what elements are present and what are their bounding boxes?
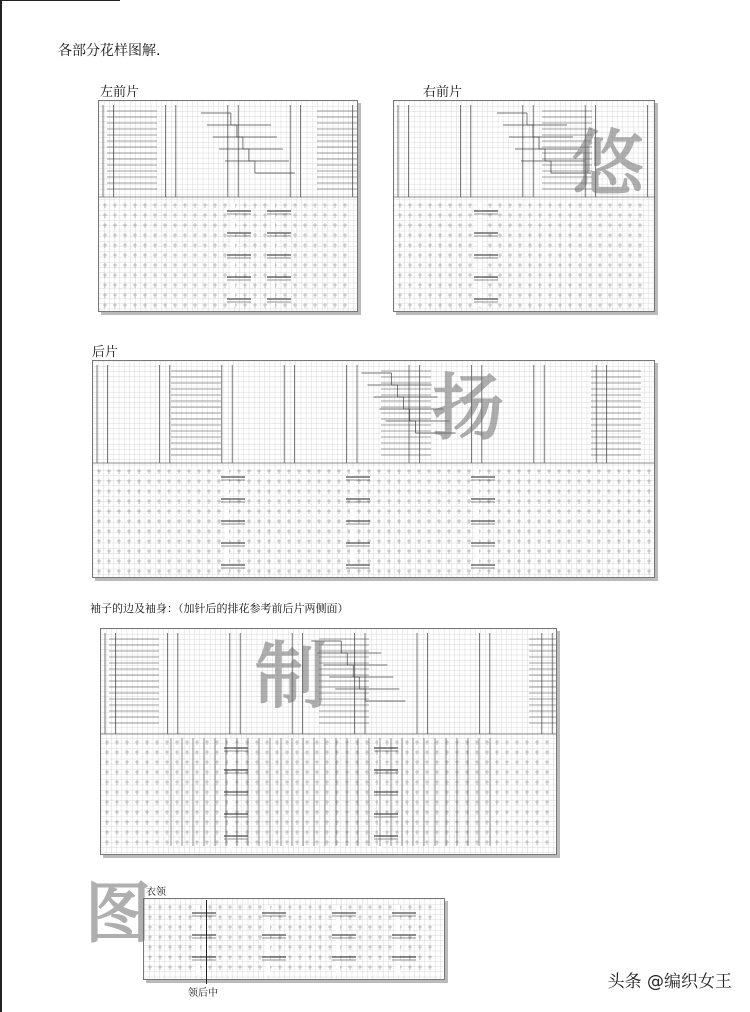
watermark-char-2: 扬 <box>432 365 505 450</box>
left-border <box>0 0 2 1012</box>
attribution-text: 头条 @编织女王 <box>607 972 732 992</box>
left-front-chart <box>98 100 358 312</box>
left-front-label: 左前片 <box>100 85 140 100</box>
sleeve-chart <box>100 628 557 855</box>
collar-grid <box>144 899 444 979</box>
left-front-grid <box>99 101 357 311</box>
watermark-char-1: 悠 <box>572 121 645 206</box>
collar-marker-line <box>206 900 207 984</box>
sleeve-grid <box>101 629 556 854</box>
back-chart <box>92 360 655 578</box>
top-border <box>0 0 120 1</box>
sleeve-label: 袖子的边及袖身：（加针后的排花参考前后片两侧面） <box>90 602 349 615</box>
page-title: 各部分花样图解. <box>58 43 161 59</box>
back-label: 后片 <box>92 345 119 360</box>
right-front-grid <box>394 101 654 311</box>
collar-chart <box>143 898 445 980</box>
watermark-char-3: 制 <box>255 633 328 718</box>
collar-center-marker: 领后中 <box>188 988 218 999</box>
right-front-label: 右前片 <box>423 85 463 100</box>
back-grid <box>93 361 654 577</box>
collar-label: 衣领 <box>146 887 166 898</box>
watermark-char-4: 图 <box>85 874 151 952</box>
right-front-chart <box>393 100 655 312</box>
